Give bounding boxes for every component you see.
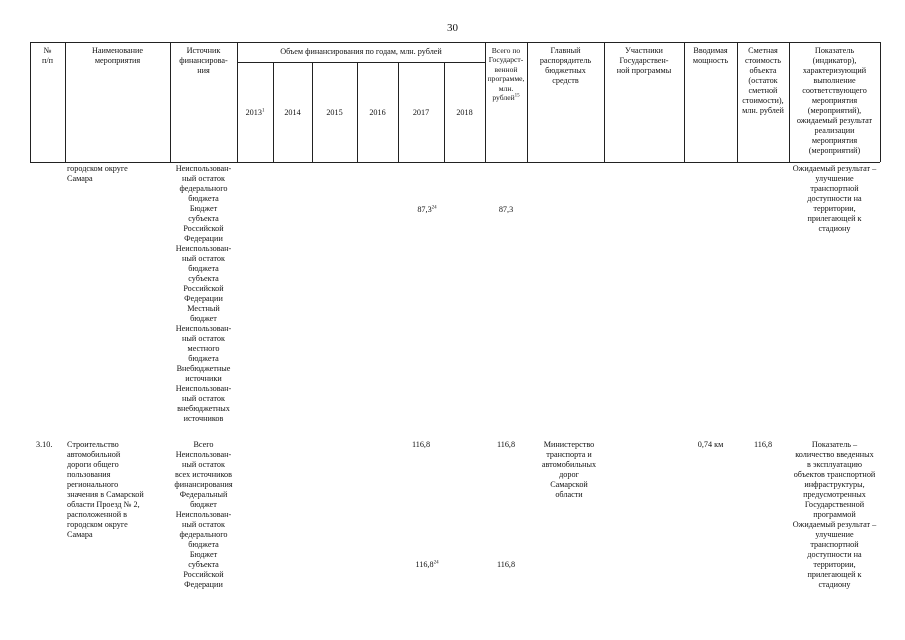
prev-name-tail: городском округе Самара [67, 164, 128, 183]
header-year-2016: 2016 [369, 108, 386, 117]
entry-value-2017-regional: 116,8$^{24}$ [415, 560, 439, 569]
prev-indicator: Ожидаемый результат – улучшение транспортной доступности на территории, прилегающей к стадиону [792, 164, 877, 233]
header-participants: Участники Государствен- ной программы [616, 46, 672, 75]
entry-admin: Министерство транспорта и автомобильных дорог Самарской области [541, 440, 597, 499]
header-admin: Главный распорядитель бюджетных средств [539, 46, 592, 85]
header-year-2015: 2015 [326, 108, 343, 117]
entry-indicator: Показатель – количество введенных в эксплуатацию объектов транспортной инфраструктуры, предусмотренных Государственной программой Ожидаемый результат – улучшение транспортной доступности на территории, прилегающей к стадиону [792, 440, 877, 589]
header-year-2013: 2013$^1$ [245, 108, 265, 117]
entry-total-regional: 116,8 [496, 560, 516, 569]
header-name: Наименование мероприятия [91, 46, 143, 65]
header-year-2018: 2018 [456, 108, 473, 117]
header-total: Всего по Государст- венной программе, млн. рублей$^{15}$ [487, 46, 525, 103]
page-number: 30 [447, 22, 458, 34]
header-funding-group: Объем финансирования по годам, млн. рублей [280, 47, 442, 56]
entry-capacity: 0,74 км [697, 440, 724, 449]
prev-total: 87,3 [498, 205, 514, 214]
header-year-2014: 2014 [284, 108, 301, 117]
header-num: № п/п [41, 46, 54, 65]
entry-name: Строительство автомобильной дороги общего пользования регионального значения в Самарской области Проезд № 2, расположенной в городском округе Самара [67, 440, 144, 539]
entry-total-all: 116,8 [496, 440, 516, 449]
prev-value-2017: 87,3$^{24}$ [417, 205, 437, 214]
entry-number: 3.10. [36, 440, 53, 449]
header-indicator: Показатель (индикатор), характеризующий выполнение соответствующего мероприятия (мероприятий), ожидаемый результат реализации мероприятия (мероприятий) [796, 46, 873, 155]
header-cost: Сметная стоимость объекта (остаток сметной стоимости), млн. рублей [742, 46, 784, 115]
header-source: Источник финансирова- ния [179, 46, 228, 75]
header-year-2017: 2017 [412, 108, 430, 117]
entry-value-2017-total: 116,8 [411, 440, 431, 449]
prev-sources: Неиспользован- ный остаток федерального бюджета Бюджет субъекта Российской Федерации Неиспользован- ный остаток бюджета субъекта Российской Федерации Местный бюджет Неиспользован- ный остаток местного бюджета Внебюджетные источники Неиспользован- ный остаток внебюджетных источников [175, 164, 232, 423]
header-capacity: Вводимая мощность [692, 46, 729, 65]
entry-cost: 116,8 [753, 440, 773, 449]
entry-sources: Всего Неиспользован- ный остаток всех источников финансирования Федеральный бюджет Неиспользован- ный остаток федерального бюджета Бюджет субъекта Российской Федерации [174, 440, 233, 589]
